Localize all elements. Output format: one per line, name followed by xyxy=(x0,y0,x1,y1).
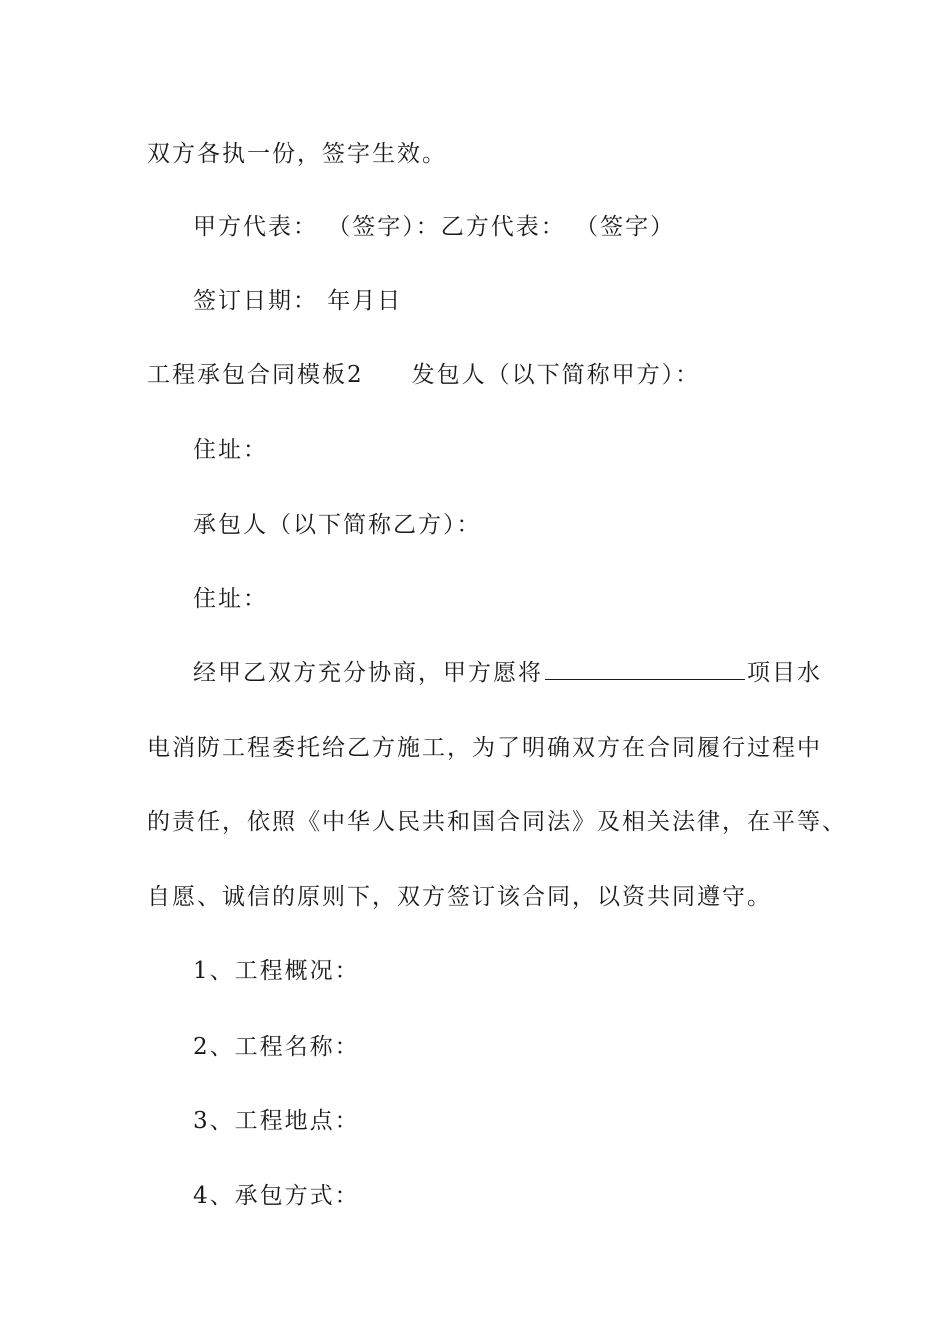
address-line: 住址： xyxy=(193,437,268,463)
list-item: 3、工程地点： xyxy=(193,1108,360,1134)
party-a-label: 发包人（以下简称甲方）： xyxy=(411,362,701,388)
address-line: 住址： xyxy=(193,586,268,612)
contract-heading: 工程承包合同模板2 xyxy=(147,362,364,388)
text-line: 自愿、诚信的原则下，双方签订该合同，以资共同遵守。 xyxy=(147,884,772,910)
consult-text-after: 项目水 xyxy=(747,660,822,686)
list-item: 2、工程名称： xyxy=(193,1034,360,1060)
contract-title-line xyxy=(147,359,700,391)
project-name-blank xyxy=(545,657,745,680)
list-item: 4、承包方式： xyxy=(193,1183,360,1209)
text-line: 双方各执一份，签字生效。 xyxy=(147,141,447,167)
sign-date-line: 签订日期： 年月日 xyxy=(193,288,403,314)
list-item: 1、工程概况： xyxy=(193,958,360,984)
text-line: 的责任，依照《中华人民共和国合同法》及相关法律，在平等、 xyxy=(147,809,847,835)
text-line: 电消防工程委托给乙方施工，为了明确双方在合同履行过程中 xyxy=(147,735,822,761)
consult-text-before: 经甲乙双方充分协商，甲方愿将 xyxy=(193,660,543,686)
party-b-line: 承包人（以下简称乙方）： xyxy=(193,512,482,538)
signature-line: 甲方代表： （签字）：乙方代表： （签字） xyxy=(193,214,676,240)
consult-line xyxy=(193,657,822,689)
